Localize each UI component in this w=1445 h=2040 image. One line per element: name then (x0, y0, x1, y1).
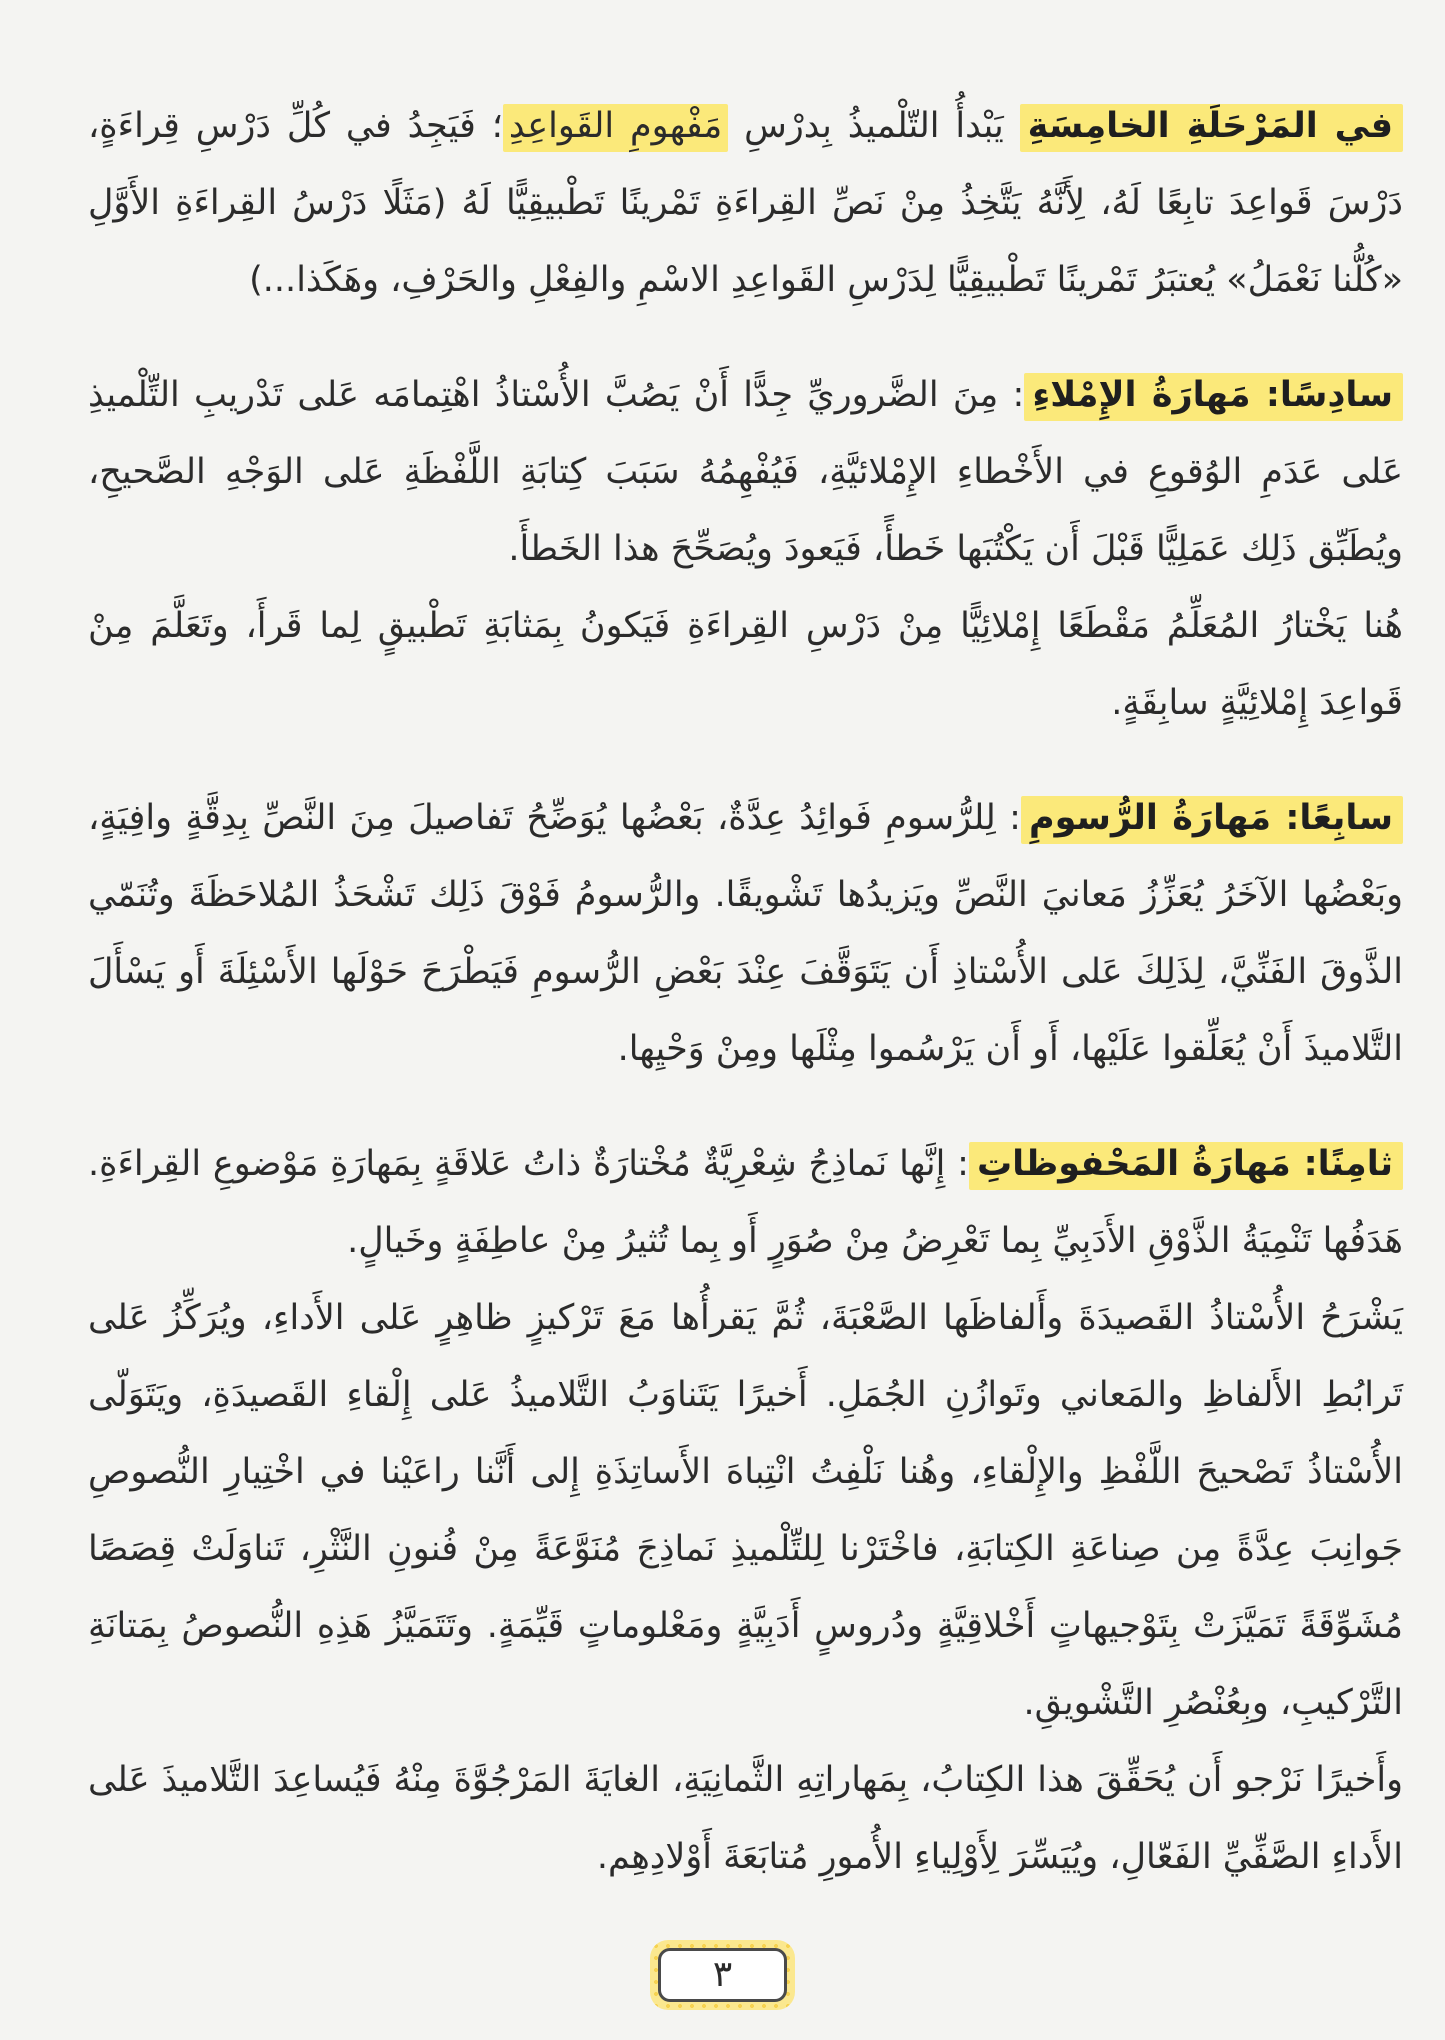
paragraph-stage-five (88, 88, 1403, 319)
paragraph-lead-text: يَبْدأُ التّلْميذُ بِدرْسِ (728, 106, 1020, 146)
section-stage-five (88, 88, 1403, 319)
paragraph-memorization-1 (88, 1126, 1403, 1280)
section-heading-drawings: سابِعًا: مَهارَةُ الرُّسومِ (1021, 796, 1403, 844)
section-heading-stage-five: في المَرْحَلَةِ الخامِسَةِ (1020, 104, 1403, 152)
paragraph-dictation-1 (88, 357, 1403, 588)
paragraph-drawings (88, 780, 1403, 1088)
document-page (88, 88, 1403, 1918)
paragraph-dictation-2: هُنا يَخْتارُ المُعَلِّمُ مَقْطَعًا إِمْلائِيًّا مِنْ دَرْسِ القِراءَةِ فَيَكونُ بِمَثابَةِ تَطْبيقٍ لِما قَرأَ، وتَعَلَّمَ مِنْ قَواعِدَ إِمْلائِيَّةٍ سابِقَةٍ. (88, 606, 1403, 723)
section-memorization-skill (88, 1126, 1403, 1896)
highlighted-term: مَفْهومِ القَواعِدِ (503, 104, 728, 152)
page-number: ٣ (658, 1948, 787, 2002)
section-heading-dictation: سادِسًا: مَهارَةُ الإِمْلاءِ (1024, 373, 1403, 421)
section-dictation-skill (88, 357, 1403, 742)
paragraph-conclusion: وأَخيرًا نَرْجو أَن يُحَقِّقَ هذا الكِتابُ، بِمَهاراتِهِ الثَّمانِيَةِ، الغايَةَ المَرْجُوَّةَ مِنْهُ فَيُساعِدَ التَّلاميذَ عَلى الأَداءِ الصَّفِّيِّ الفَعّالِ، ويُيَسِّرَ لِأَوْلِياءِ الأُمورِ مُتابَعَةَ أَوْلادِهِم. (88, 1760, 1403, 1877)
paragraph-memorization-2: يَشْرَحُ الأُسْتاذُ القَصيدَةَ وأَلفاظَها الصَّعْبَةَ، ثُمَّ يَقرأُها مَعَ تَرْكيزٍ ظاهِرٍ عَلى الأَداءِ، ويُرَكِّزُ عَلى تَرابُطِ الأَلفاظِ والمَعاني وتَوازُنِ الجُمَلِ. أَخيرًا يَتَناوَبُ التَّلاميذُ عَلى إِلْقاءِ القَصيدَةِ، ويَتَوَلّى الأُسْتاذُ تَصْحيحَ اللَّفْظِ والإِلْقاءِ، وهُنا نَلْفِتُ انْتِباهَ الأَساتِذَةِ إِلى أَنَّنا راعَيْنا في اخْتِيارِ النُّصوصِ جَوانِبَ عِدَّةً مِن صِناعَةِ الكِتابَةِ، فاخْتَرْنا لِلتِّلْميذِ نَماذِجَ مُنَوَّعَةً مِنْ فُنونِ النَّثْرِ، تَناوَلَتْ قِصَصًا مُشَوِّقَةً تَمَيَّزَتْ بِتَوْجيهاتٍ أَخْلاقِيَّةٍ ودُروسٍ أَدَبِيَّةٍ ومَعْلوماتٍ قَيِّمَةٍ. وتَتَمَيَّزُ هَذِهِ النُّصوصُ بِمَتانَةِ التَّرْكيبِ، وبِعُنْصُرِ التَّشْويقِ. (88, 1298, 1403, 1723)
page-number-badge (650, 1940, 795, 2010)
paragraph-rest-text: ؛ فَيَجِدُ في كُلِّ دَرْسِ قِراءَةٍ، دَرْسَ قَواعِدَ تابِعًا لَهُ، لِأَنَّهُ يَتَّخِذُ مِنْ نَصِّ القِراءَةِ تَمْرينًا تَطْبيقِيًّا لَهُ (مَثَلًا دَرْسُ القِراءَةِ الأَوَّلِ «كُلُّنا نَعْمَلُ» يُعتبَرُ تَمْرينًا تَطْبيقِيًّا لِدَرْسِ القَواعِدِ الاسْمِ والفِعْلِ والحَرْفِ، وهَكَذا...) (88, 106, 1403, 300)
section-heading-memorization: ثامِنًا: مَهارَةُ المَحْفوظاتِ (969, 1142, 1403, 1190)
paragraph-body-text: : مِنَ الضَّروريِّ جِدًّا أَنْ يَصُبَّ الأُسْتاذُ اهْتِمامَه عَلى تَدْريبِ التِّلْميذِ عَلى عَدَمِ الوُقوعِ في الأَخْطاءِ الإِمْلائيَّةِ، فَيُفْهِمُهُ سَبَبَ كِتابَةِ اللَّفْظَةِ عَلى الوَجْهِ الصَّحيحِ، ويُطَبِّق ذَلِك عَمَلِيًّا قَبْلَ أَن يَكْتُبَها خَطأً، فَيَعودَ ويُصَحِّحَ هذا الخَطأَ. (88, 375, 1403, 569)
paragraph-body-text: : إِنَّها نَماذِجُ شِعْرِيَّةٌ مُخْتارَةٌ ذاتُ عَلاقَةٍ بِمَهارَةِ مَوْضوعِ القِراءَةِ. هَدَفُها تَنْمِيَةُ الذَّوْقِ الأَدَبِيِّ بِما تَعْرِضُ مِنْ صُوَرٍ أَو بِما تُثيرُ مِنْ عاطِفَةٍ وخَيالٍ. (88, 1144, 1403, 1261)
section-drawings-skill (88, 780, 1403, 1088)
paragraph-body-text: : لِلرُّسومِ فَوائِدُ عِدَّةٌ، بَعْضُها يُوَضِّحُ تَفاصيلَ مِنَ النَّصِّ بِدِقَّةٍ وافِيَةٍ، وبَعْضُها الآخَرُ يُعَزِّزُ مَعانيَ النَّصِّ ويَزيدُها تَشْويقًا. والرُّسومُ فَوْقَ ذَلِك تَشْحَذُ المُلاحَظَةَ وتُنَمّي الذَّوقَ الفَنِّيَّ، لِذَلِكَ عَلى الأُسْتاذِ أَن يَتَوَقَّفَ عِنْدَ بَعْضِ الرُّسومِ فَيَطْرَحَ حَوْلَها الأَسْئِلَةَ أَو يَسْأَلَ التَّلاميذَ أَنْ يُعَلِّقوا عَلَيْها، أَو أَن يَرْسُموا مِثْلَها ومِنْ وَحْيِها. (88, 798, 1403, 1069)
